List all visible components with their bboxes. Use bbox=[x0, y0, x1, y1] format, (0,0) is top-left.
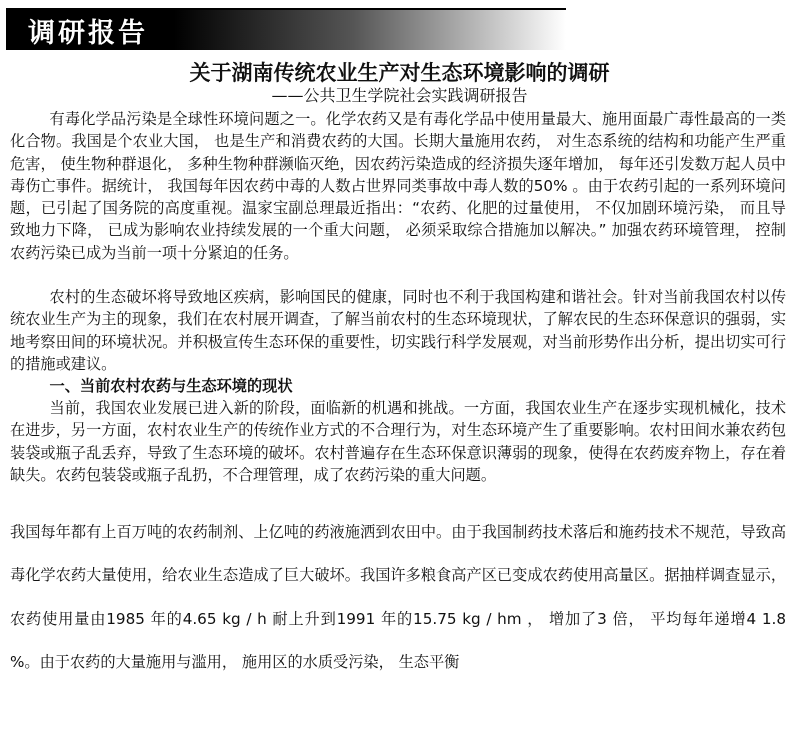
banner-label: 调研报告 bbox=[28, 17, 148, 49]
section-banner bbox=[6, 8, 566, 50]
paragraph-current-status: 当前，我国农业发展已进入新的阶段，面临新的机遇和挑战。一方面，我国农业生产在逐步实现机械化，技术在进步，另一方面，农村农业生产的传统作业方式的不合理行为，对生态环境产生了重要影响。农村田间水兼农药包装袋或瓶子乱丢弃，导致了生态环境的破坏。农村普遍存在生态环保意识薄弱的现象，使得在农药废弃物上，存在着缺失。农药包装袋或瓶子乱扔，不合理管理，成了农药污染的重大问题。 bbox=[10, 399, 786, 484]
article-title: 关于湖南传统农业生产对生态环境影响的调研 bbox=[189, 61, 610, 85]
paragraph-intro: 有毒化学品污染是全球性环境问题之一。化学农药又是有毒化学品中使用量最大、施用面最广毒性最高的一类化合物。我国是个农业大国， 也是生产和消费农药的大国。长期大量施用农药， 对生态系统的结构和功能产生严重危害， 使生物种群退化， 多种生物种群濒临灭绝，因农药污染造成的经济损失逐年增加， 每年还引发数万起人员中毒伤亡事件。据统计， 我国每年因农药中毒的人数占世界同类事故中毒人数的50% 。由于农药引起的一系列环境问题，已引起了国务院的高度重视。温家宝副总理最近指出：“农药、化肥的过量使用， 不仅加剧环境污染， 而且导致地力下降， 已成为影响农业持续发展的一个重大问题， 必须采取综合措施加以解决。” 加强农药环境管理， 控制农药污染已成为当前一项十分紧迫的任务。 bbox=[10, 110, 786, 262]
section-heading: 一、当前农村农药与生态环境的现状 bbox=[49, 377, 293, 395]
paragraph-pesticide-usage: 我国每年都有上百万吨的农药制剂、上亿吨的药液施洒到农田中。由于我国制药技术落后和施药技术不规范，导致高毒化学农药大量使用，给农业生态造成了巨大破坏。我国许多粮食高产区已变成农药使用高量区。据抽样调查显示，农药使用量由1985 年的4.65 kg / h 耐上升到1991 年的15.75 kg / hm ， 增加了3 倍， 平均每年递增4 1.8 %。由于农药的大量施用与滥用， 施用区的水质受污染， 生态平衡 bbox=[10, 523, 786, 672]
article-subtitle: ——公共卫生学院社会实践调研报告 bbox=[271, 86, 528, 105]
paragraph-purpose: 农村的生态破坏将导致地区疾病，影响国民的健康，同时也不利于我国构建和谐社会。针对当前我国农村以传统农业生产为主的现象，我们在农村展开调查，了解当前农村的生态环境现状，了解农民的生态环保意识的强弱，实地考察田间的环境状况。并积极宣传生态环保的重要性，切实践行科学发展观，对当前形势作出分析，提出切实可行的措施或建议。 bbox=[10, 288, 786, 373]
